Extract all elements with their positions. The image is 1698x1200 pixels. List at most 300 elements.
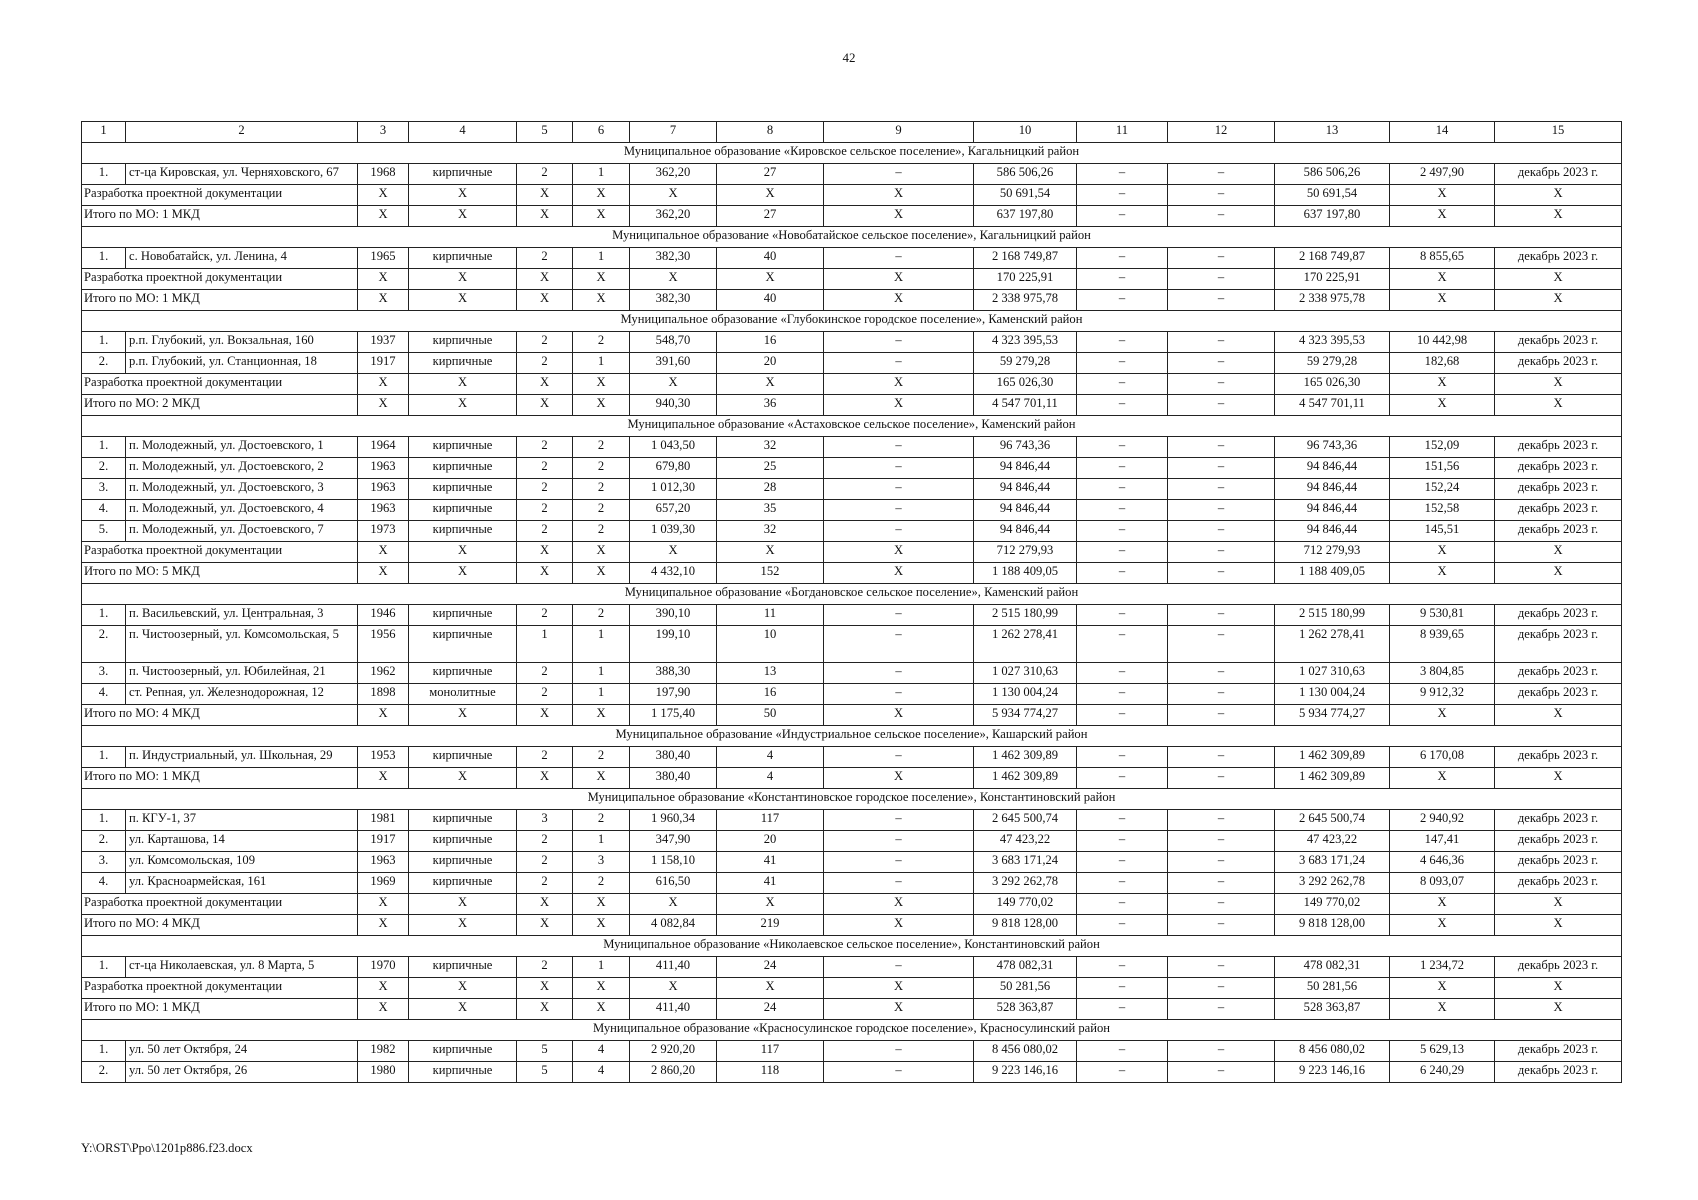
table-cell: X — [824, 563, 974, 584]
table-cell: X — [517, 290, 573, 311]
table-cell: – — [1168, 500, 1275, 521]
table-cell: X — [824, 290, 974, 311]
table-cell: 8 456 080,02 — [1275, 1041, 1390, 1062]
table-cell: X — [1495, 374, 1622, 395]
table-cell: X — [1390, 915, 1495, 936]
table-cell: – — [1168, 248, 1275, 269]
building-address: п. КГУ-1, 37 — [126, 810, 358, 831]
table-cell: 2 — [517, 873, 573, 894]
table-cell: кирпичные — [409, 164, 517, 185]
table-cell: X — [358, 705, 409, 726]
table-cell: 1 158,10 — [630, 852, 717, 873]
page-number: 42 — [842, 50, 856, 65]
table-cell: – — [1168, 852, 1275, 873]
table-cell: 2 — [573, 479, 630, 500]
building-address: ул. 50 лет Октября, 24 — [126, 1041, 358, 1062]
row-number: 4. — [82, 873, 126, 894]
table-cell: 5 629,13 — [1390, 1041, 1495, 1062]
table-cell: X — [1495, 563, 1622, 584]
table-cell: 1968 — [358, 164, 409, 185]
building-row — [82, 873, 1622, 894]
table-cell: 1 262 278,41 — [974, 626, 1077, 663]
table-cell: 4 323 395,53 — [974, 332, 1077, 353]
table-cell: 2 — [573, 810, 630, 831]
table-cell: X — [717, 894, 824, 915]
table-cell: 47 423,22 — [1275, 831, 1390, 852]
section-header-row — [82, 726, 1622, 747]
table-cell: – — [1168, 705, 1275, 726]
table-cell: X — [517, 206, 573, 227]
building-row — [82, 332, 1622, 353]
table-cell: 96 743,36 — [1275, 437, 1390, 458]
table-cell: 586 506,26 — [1275, 164, 1390, 185]
table-cell: 2 497,90 — [1390, 164, 1495, 185]
table-cell: 6 240,29 — [1390, 1062, 1495, 1083]
table-cell: 3 292 262,78 — [974, 873, 1077, 894]
municipality-name: Муниципальное образование «Николаевское сельское поселение», Константиновский район — [82, 936, 1622, 957]
table-cell: X — [358, 206, 409, 227]
table-cell: X — [409, 768, 517, 789]
table-cell: – — [1168, 332, 1275, 353]
table-cell: 147,41 — [1390, 831, 1495, 852]
column-header: 12 — [1168, 122, 1275, 143]
table-cell: 28 — [717, 479, 824, 500]
summary-row — [82, 542, 1622, 563]
table-cell: 2 — [517, 353, 573, 374]
table-cell: 32 — [717, 521, 824, 542]
table-cell: – — [1168, 521, 1275, 542]
table-cell: 1 462 309,89 — [974, 747, 1077, 768]
table-cell: 2 — [573, 605, 630, 626]
table-cell: кирпичные — [409, 605, 517, 626]
table-cell: декабрь 2023 г. — [1495, 521, 1622, 542]
table-cell: – — [1077, 1041, 1168, 1062]
table-cell: – — [1168, 269, 1275, 290]
table-cell: 2 920,20 — [630, 1041, 717, 1062]
table-cell: 1956 — [358, 626, 409, 663]
section-header-row — [82, 789, 1622, 810]
table-cell: X — [824, 894, 974, 915]
table-cell: кирпичные — [409, 353, 517, 374]
table-cell: – — [824, 1041, 974, 1062]
table-cell: – — [1168, 206, 1275, 227]
table-cell: 5 934 774,27 — [1275, 705, 1390, 726]
table-cell: – — [1168, 605, 1275, 626]
table-cell: 2 — [573, 500, 630, 521]
table-cell: 1 462 309,89 — [1275, 747, 1390, 768]
table-cell: X — [517, 185, 573, 206]
table-cell: 2 — [517, 747, 573, 768]
building-row — [82, 458, 1622, 479]
table-cell: 1 027 310,63 — [1275, 663, 1390, 684]
summary-row — [82, 768, 1622, 789]
table-cell: – — [1168, 164, 1275, 185]
row-number: 3. — [82, 663, 126, 684]
table-cell: 4 — [717, 747, 824, 768]
column-header: 11 — [1077, 122, 1168, 143]
table-cell: X — [358, 915, 409, 936]
table-cell: X — [1390, 206, 1495, 227]
table-cell: X — [409, 915, 517, 936]
summary-label: Разработка проектной документации — [82, 269, 358, 290]
table-cell: – — [1168, 873, 1275, 894]
table-cell: – — [1077, 374, 1168, 395]
table-cell: X — [573, 978, 630, 999]
table-cell: X — [409, 374, 517, 395]
table-cell: 411,40 — [630, 957, 717, 978]
table-cell: X — [1495, 894, 1622, 915]
table-cell: 151,56 — [1390, 458, 1495, 479]
table-cell: 50 — [717, 705, 824, 726]
table-cell: 3 683 171,24 — [1275, 852, 1390, 873]
table-cell: – — [1077, 1062, 1168, 1083]
table-cell: 16 — [717, 684, 824, 705]
table-cell: X — [409, 563, 517, 584]
table-cell: 165 026,30 — [1275, 374, 1390, 395]
table-cell: 20 — [717, 831, 824, 852]
row-number: 2. — [82, 626, 126, 663]
table-cell: 8 093,07 — [1390, 873, 1495, 894]
table-cell: 2 338 975,78 — [974, 290, 1077, 311]
column-header: 9 — [824, 122, 974, 143]
table-cell: – — [1077, 185, 1168, 206]
table-cell: 94 846,44 — [974, 500, 1077, 521]
table-cell: – — [824, 663, 974, 684]
building-row — [82, 1041, 1622, 1062]
table-cell: – — [1168, 684, 1275, 705]
table-cell: – — [1077, 978, 1168, 999]
table-cell: 149 770,02 — [974, 894, 1077, 915]
table-cell: 2 338 975,78 — [1275, 290, 1390, 311]
table-cell: 2 — [573, 747, 630, 768]
table-cell: – — [1077, 915, 1168, 936]
table-cell: 1 012,30 — [630, 479, 717, 500]
summary-label: Разработка проектной документации — [82, 978, 358, 999]
table-cell: 3 804,85 — [1390, 663, 1495, 684]
table-cell: 41 — [717, 852, 824, 873]
summary-row — [82, 894, 1622, 915]
table-cell: X — [1390, 269, 1495, 290]
table-cell: – — [824, 353, 974, 374]
table-cell: X — [824, 269, 974, 290]
municipality-name: Муниципальное образование «Индустриальное сельское поселение», Кашарский район — [82, 726, 1622, 747]
building-address: п. Молодежный, ул. Достоевского, 3 — [126, 479, 358, 500]
row-number: 1. — [82, 1041, 126, 1062]
table-cell: – — [1168, 626, 1275, 663]
table-cell: X — [517, 269, 573, 290]
table-cell: – — [1077, 395, 1168, 416]
table-cell: X — [717, 185, 824, 206]
table-cell: X — [824, 374, 974, 395]
summary-label: Итого по МО: 1 МКД — [82, 999, 358, 1020]
table-cell: X — [824, 185, 974, 206]
table-cell: – — [1077, 479, 1168, 500]
table-cell: – — [1168, 185, 1275, 206]
summary-row — [82, 395, 1622, 416]
table-cell: X — [517, 542, 573, 563]
row-number: 3. — [82, 479, 126, 500]
summary-row — [82, 999, 1622, 1020]
table-cell: 637 197,80 — [1275, 206, 1390, 227]
table-cell: 1 462 309,89 — [974, 768, 1077, 789]
table-cell: X — [517, 563, 573, 584]
table-cell: 2 — [573, 458, 630, 479]
municipality-name: Муниципальное образование «Глубокинское городское поселение», Каменский район — [82, 311, 1622, 332]
row-number: 1. — [82, 747, 126, 768]
table-cell: 59 279,28 — [1275, 353, 1390, 374]
table-cell: X — [717, 269, 824, 290]
row-number: 1. — [82, 248, 126, 269]
summary-row — [82, 269, 1622, 290]
table-cell: – — [1168, 1062, 1275, 1083]
table-cell: X — [517, 978, 573, 999]
table-cell: 1973 — [358, 521, 409, 542]
summary-label: Итого по МО: 4 МКД — [82, 915, 358, 936]
table-cell: – — [1168, 810, 1275, 831]
table-cell: 1 043,50 — [630, 437, 717, 458]
table-cell: 382,30 — [630, 290, 717, 311]
building-address: п. Васильевский, ул. Центральная, 3 — [126, 605, 358, 626]
table-cell: 478 082,31 — [1275, 957, 1390, 978]
table-cell: декабрь 2023 г. — [1495, 605, 1622, 626]
table-cell: 2 — [573, 332, 630, 353]
table-cell: 1963 — [358, 500, 409, 521]
table-cell: 2 — [517, 663, 573, 684]
table-cell: X — [1390, 978, 1495, 999]
table-cell: 1 462 309,89 — [1275, 768, 1390, 789]
table-cell: 94 846,44 — [1275, 521, 1390, 542]
table-cell: декабрь 2023 г. — [1495, 873, 1622, 894]
municipality-name: Муниципальное образование «Новобатайское сельское поселение», Кагальницкий район — [82, 227, 1622, 248]
table-cell: X — [1390, 185, 1495, 206]
column-header: 1 — [82, 122, 126, 143]
table-cell: X — [1495, 395, 1622, 416]
summary-row — [82, 185, 1622, 206]
table-cell: – — [1077, 957, 1168, 978]
table-cell: – — [1077, 269, 1168, 290]
table-cell: – — [1077, 437, 1168, 458]
building-row — [82, 605, 1622, 626]
table-cell: X — [630, 978, 717, 999]
summary-label: Разработка проектной документации — [82, 542, 358, 563]
table-cell: – — [824, 500, 974, 521]
table-cell: 362,20 — [630, 164, 717, 185]
building-address: с. Новобатайск, ул. Ленина, 4 — [126, 248, 358, 269]
municipality-name: Муниципальное образование «Астаховское сельское поселение», Каменский район — [82, 416, 1622, 437]
table-cell: кирпичные — [409, 479, 517, 500]
table-cell: 94 846,44 — [974, 479, 1077, 500]
table-cell: 24 — [717, 957, 824, 978]
table-cell: – — [1077, 605, 1168, 626]
table-cell: X — [1495, 978, 1622, 999]
table-cell: декабрь 2023 г. — [1495, 810, 1622, 831]
summary-row — [82, 374, 1622, 395]
table-cell: 2 — [573, 437, 630, 458]
table-cell: 1 027 310,63 — [974, 663, 1077, 684]
table-cell: X — [1495, 542, 1622, 563]
building-address: ул. Красноармейская, 161 — [126, 873, 358, 894]
table-cell: 1953 — [358, 747, 409, 768]
table-cell: X — [573, 999, 630, 1020]
table-cell: 1 130 004,24 — [974, 684, 1077, 705]
table-cell: 40 — [717, 290, 824, 311]
table-cell: – — [1077, 563, 1168, 584]
summary-row — [82, 978, 1622, 999]
table-cell: – — [1168, 563, 1275, 584]
table-cell: – — [1168, 768, 1275, 789]
table-cell: 2 — [573, 521, 630, 542]
table-cell: 616,50 — [630, 873, 717, 894]
table-cell: декабрь 2023 г. — [1495, 852, 1622, 873]
table-cell: – — [1168, 831, 1275, 852]
municipality-name: Муниципальное образование «Богдановское сельское поселение», Каменский район — [82, 584, 1622, 605]
table-cell: – — [1077, 500, 1168, 521]
table-cell: X — [573, 185, 630, 206]
building-address: ст-ца Николаевская, ул. 8 Марта, 5 — [126, 957, 358, 978]
table-cell: 117 — [717, 810, 824, 831]
table-cell: – — [824, 458, 974, 479]
table-cell: кирпичные — [409, 458, 517, 479]
table-cell: 24 — [717, 999, 824, 1020]
table-cell: X — [409, 999, 517, 1020]
table-cell: – — [824, 810, 974, 831]
table-cell: 4 — [573, 1062, 630, 1083]
table-cell: X — [358, 395, 409, 416]
table-cell: 1 234,72 — [1390, 957, 1495, 978]
table-cell: X — [573, 705, 630, 726]
table-cell: 712 279,93 — [1275, 542, 1390, 563]
table-cell: 411,40 — [630, 999, 717, 1020]
table-cell: 2 — [517, 332, 573, 353]
table-cell: декабрь 2023 г. — [1495, 1062, 1622, 1083]
table-cell: 362,20 — [630, 206, 717, 227]
table-cell: кирпичные — [409, 332, 517, 353]
table-cell: 4 547 701,11 — [1275, 395, 1390, 416]
table-cell: 2 645 500,74 — [1275, 810, 1390, 831]
summary-row — [82, 915, 1622, 936]
table-cell: – — [1168, 353, 1275, 374]
table-cell: 391,60 — [630, 353, 717, 374]
table-cell: X — [409, 542, 517, 563]
table-cell: – — [1077, 852, 1168, 873]
row-number: 4. — [82, 500, 126, 521]
table-cell: 1981 — [358, 810, 409, 831]
table-cell: – — [824, 831, 974, 852]
table-cell: 94 846,44 — [1275, 458, 1390, 479]
building-row — [82, 663, 1622, 684]
building-address: п. Молодежный, ул. Достоевского, 2 — [126, 458, 358, 479]
row-number: 4. — [82, 684, 126, 705]
table-cell: 388,30 — [630, 663, 717, 684]
table-cell: 4 547 701,11 — [974, 395, 1077, 416]
table-cell: 2 860,20 — [630, 1062, 717, 1083]
table-cell: 1 — [573, 831, 630, 852]
table-cell: X — [1495, 705, 1622, 726]
table-cell: 2 — [517, 479, 573, 500]
building-row — [82, 500, 1622, 521]
table-cell: X — [358, 290, 409, 311]
table-cell: 1 — [573, 353, 630, 374]
row-number: 3. — [82, 852, 126, 873]
column-header: 4 — [409, 122, 517, 143]
table-cell: – — [1077, 164, 1168, 185]
table-cell: 9 818 128,00 — [1275, 915, 1390, 936]
table-cell: 59 279,28 — [974, 353, 1077, 374]
table-cell: 4 — [717, 768, 824, 789]
table-cell: 1 — [573, 663, 630, 684]
building-address: ул. 50 лет Октября, 26 — [126, 1062, 358, 1083]
table-cell: X — [409, 705, 517, 726]
table-cell: – — [1168, 458, 1275, 479]
table-cell: 1980 — [358, 1062, 409, 1083]
building-address: п. Молодежный, ул. Достоевского, 7 — [126, 521, 358, 542]
table-cell: – — [1077, 290, 1168, 311]
table-cell: – — [824, 684, 974, 705]
table-cell: – — [1077, 542, 1168, 563]
table-cell: декабрь 2023 г. — [1495, 479, 1622, 500]
table-cell: – — [1077, 353, 1168, 374]
table-cell: 47 423,22 — [974, 831, 1077, 852]
table-cell: X — [573, 290, 630, 311]
table-cell: кирпичные — [409, 810, 517, 831]
table-cell: 940,30 — [630, 395, 717, 416]
table-cell: 2 — [517, 605, 573, 626]
table-cell: – — [1168, 747, 1275, 768]
table-cell: 382,30 — [630, 248, 717, 269]
table-cell: 1 175,40 — [630, 705, 717, 726]
table-cell: 4 432,10 — [630, 563, 717, 584]
building-address: ул. Комсомольская, 109 — [126, 852, 358, 873]
table-cell: 41 — [717, 873, 824, 894]
table-cell: X — [517, 915, 573, 936]
building-address: п. Молодежный, ул. Достоевского, 1 — [126, 437, 358, 458]
table-cell: – — [1077, 894, 1168, 915]
summary-row — [82, 705, 1622, 726]
table-cell: 165 026,30 — [974, 374, 1077, 395]
table-cell: X — [824, 999, 974, 1020]
row-number: 1. — [82, 437, 126, 458]
table-cell: X — [409, 206, 517, 227]
table-cell: декабрь 2023 г. — [1495, 957, 1622, 978]
table-cell: 182,68 — [1390, 353, 1495, 374]
table-cell: декабрь 2023 г. — [1495, 747, 1622, 768]
section-header-row — [82, 311, 1622, 332]
table-cell: X — [1390, 894, 1495, 915]
summary-label: Разработка проектной документации — [82, 374, 358, 395]
table-cell: – — [824, 626, 974, 663]
table-cell: 36 — [717, 395, 824, 416]
table-cell: 152 — [717, 563, 824, 584]
table-cell: 1 039,30 — [630, 521, 717, 542]
table-cell: 1 960,34 — [630, 810, 717, 831]
section-header-row — [82, 227, 1622, 248]
table-cell: X — [573, 894, 630, 915]
table-cell: X — [1495, 290, 1622, 311]
table-cell: X — [824, 978, 974, 999]
row-number: 1. — [82, 605, 126, 626]
table-cell: 1917 — [358, 353, 409, 374]
table-cell: X — [517, 894, 573, 915]
table-cell: 1964 — [358, 437, 409, 458]
row-number: 2. — [82, 1062, 126, 1083]
municipality-name: Муниципальное образование «Константиновское городское поселение», Константиновский район — [82, 789, 1622, 810]
table-cell: 380,40 — [630, 768, 717, 789]
table-cell: 27 — [717, 206, 824, 227]
table-cell: 170 225,91 — [974, 269, 1077, 290]
table-cell: декабрь 2023 г. — [1495, 458, 1622, 479]
table-cell: 347,90 — [630, 831, 717, 852]
table-cell: 3 — [517, 810, 573, 831]
